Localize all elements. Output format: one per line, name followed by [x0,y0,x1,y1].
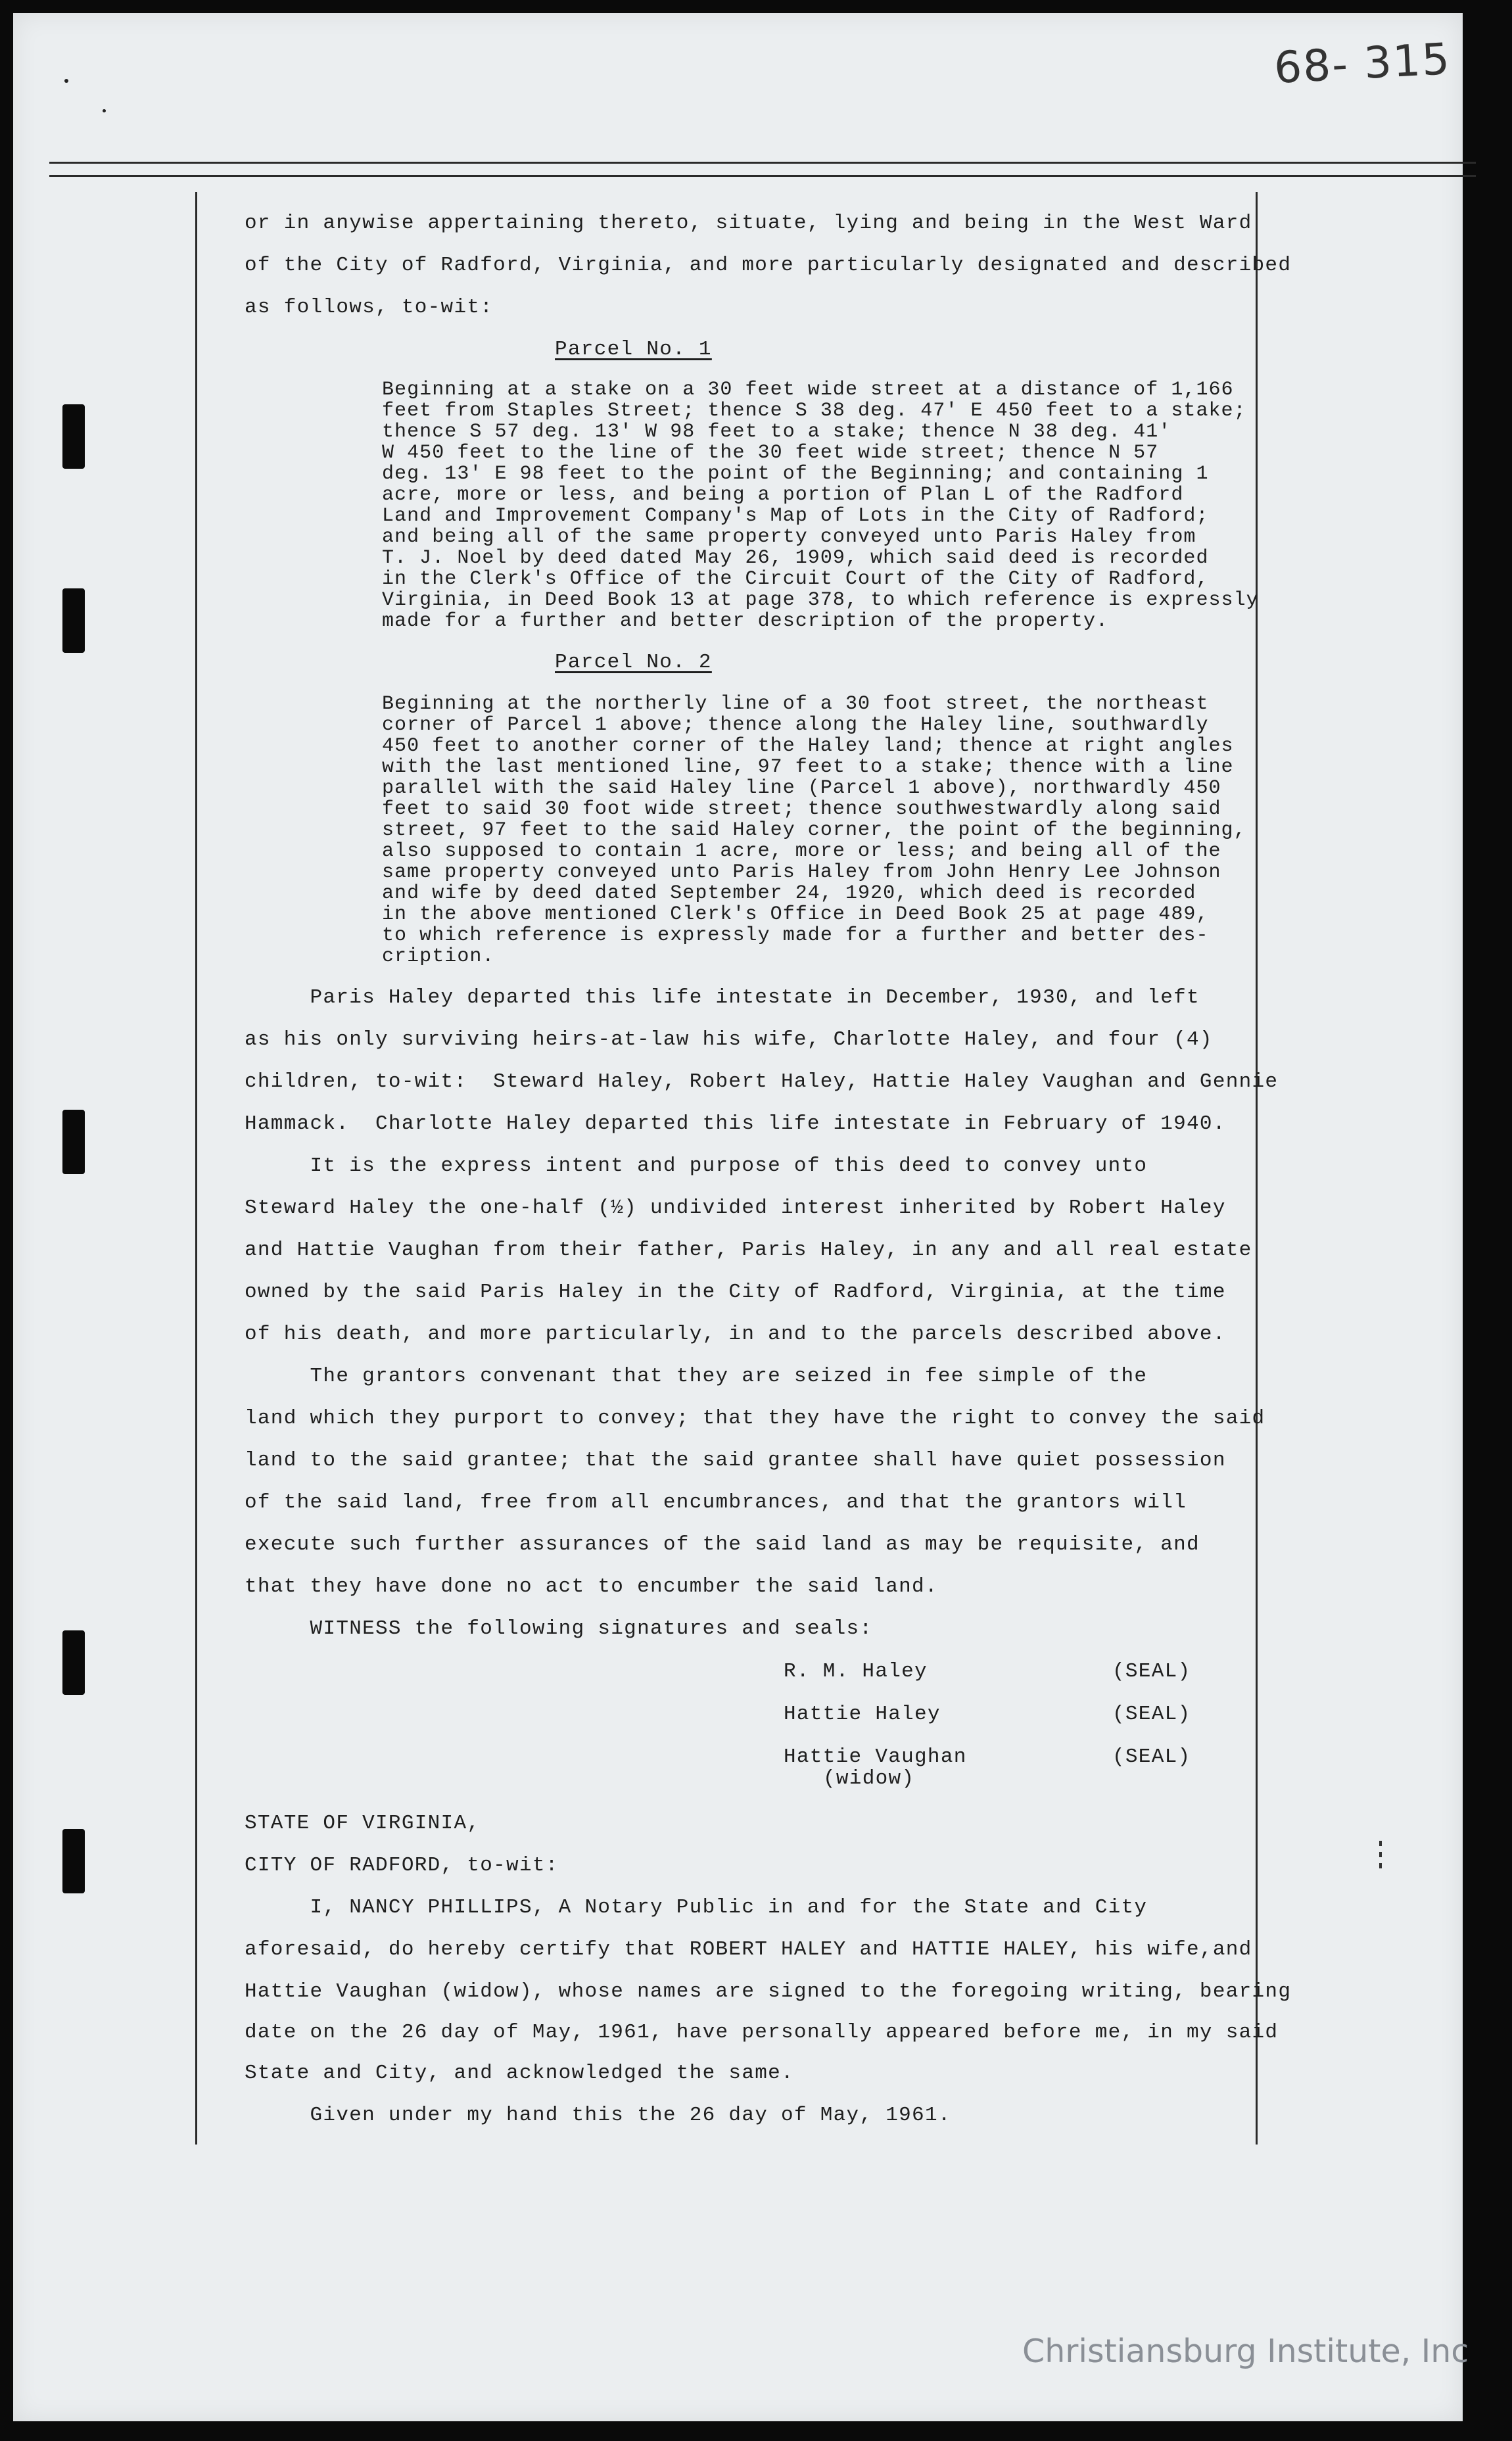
notary-venue-line: STATE OF VIRGINIA, [245,1812,481,1835]
scan-speck [103,109,106,112]
notary-venue-line: CITY OF RADFORD, to-wit: [245,1854,559,1877]
parcel-1-line: T. J. Noel by deed dated May 26, 1909, which said deed is recorded [382,547,1209,569]
intent-paragraph-line: and Hattie Vaughan from their father, Paris Haley, in any and all real estate [245,1239,1252,1262]
parcel-1-line: Land and Improvement Company's Map of Lots in the City of Radford; [382,505,1209,527]
signature-name: Hattie Haley [784,1703,941,1726]
heirs-paragraph-line: as his only surviving heirs-at-law his wife, Charlotte Haley, and four (4) [245,1028,1213,1051]
intro-line: or in anywise appertaining thereto, situate, lying and being in the West Ward [245,212,1252,235]
parcel-2-line: also supposed to contain 1 acre, more or less; and being all of the [382,840,1221,863]
notary-certificate-line: Hattie Vaughan (widow), whose names are signed to the foregoing writing, bearing [245,1980,1292,2003]
heirs-paragraph-line: Hammack. Charlotte Haley departed this life intestate in February of 1940. [245,1112,1226,1135]
binder-hole [62,1630,85,1695]
right-margin-rule [1256,192,1258,2145]
binder-hole [62,404,85,469]
parcel-1-line: W 450 feet to the line of the 30 feet wide street; thence N 57 [382,442,1159,464]
parcel-2-line: street, 97 feet to the said Haley corner, the point of the beginning, [382,819,1246,841]
parcel-2-line: in the above mentioned Clerk's Office in Deed Book 25 at page 489, [382,903,1209,926]
parcel-2-line: corner of Parcel 1 above; thence along the Haley line, southwardly [382,714,1209,736]
intent-paragraph-line: Steward Haley the one-half (½) undivided interest inherited by Robert Haley [245,1197,1226,1220]
parcel-1-line: feet from Staples Street; thence S 38 deg. 47' E 450 feet to a stake; [382,400,1246,422]
deed-sheet [13,13,1469,2421]
parcel-2-line: cription. [382,945,495,968]
top-rule [49,175,1476,177]
heirs-paragraph-line: children, to-wit: Steward Haley, Robert Haley, Hattie Haley Vaughan and Gennie [245,1070,1279,1093]
intro-line: of the City of Radford, Virginia, and more particularly designated and described [245,254,1292,277]
parcel-1-line: acre, more or less, and being a portion of Plan L of the Radford [382,484,1184,506]
scan-speck [64,79,68,83]
top-rule [49,162,1476,164]
parcel-2-line: with the last mentioned line, 97 feet to a stake; thence with a line [382,756,1234,778]
left-margin-rule [195,192,197,2145]
signature-name: R. M. Haley [784,1660,928,1683]
given-under-hand-line: Given under my hand this the 26 day of May, 1961. [245,2104,951,2127]
intro-line: as follows, to-wit: [245,296,494,319]
parcel-1-line: made for a further and better description of the property. [382,610,1109,632]
intent-paragraph-line: of his death, and more particularly, in and to the parcels described above. [245,1323,1226,1346]
parcel-1-line: thence S 57 deg. 13' W 98 feet to a stake; thence N 38 deg. 41' [382,421,1171,443]
parcel-1-line: and being all of the same property conveyed unto Paris Haley from [382,526,1196,548]
intent-paragraph-line: owned by the said Paris Haley in the City of Radford, Virginia, at the time [245,1281,1226,1304]
heirs-paragraph-line: Paris Haley departed this life intestate in December, 1930, and left [245,986,1200,1009]
margin-tick-marks [1379,1841,1383,1874]
covenant-paragraph-line: The grantors convenant that they are seized in fee simple of the [245,1365,1148,1388]
covenant-paragraph-line: land to the said grantee; that the said grantee shall have quiet possession [245,1449,1226,1472]
covenant-paragraph-line: of the said land, free from all encumbrances, and that the grantors will [245,1491,1187,1514]
witness-line: WITNESS the following signatures and seals: [245,1617,873,1640]
parcel-2-line: Beginning at the northerly line of a 30 foot street, the northeast [382,693,1209,715]
parcel-1-line: in the Clerk's Office of the Circuit Court of the City of Radford, [382,568,1209,590]
notary-certificate-line: date on the 26 day of May, 1961, have personally appeared before me, in my said [245,2021,1279,2044]
signature-note: (widow) [823,1767,915,1790]
parcel-1-line: Beginning at a stake on a 30 feet wide street at a distance of 1,166 [382,379,1234,401]
seal-label: (SEAL) [1112,1745,1191,1768]
page-number: 68- 315 [1273,34,1452,93]
parcel-2-heading: Parcel No. 2 [555,651,712,674]
parcel-2-line: and wife by deed dated September 24, 1920, which deed is recorded [382,882,1196,905]
binder-hole [62,1829,85,1893]
covenant-paragraph-line: land which they purport to convey; that they have the right to convey the said [245,1407,1265,1430]
archive-watermark: Christiansburg Institute, Inc [1022,2333,1469,2370]
parcel-1-heading: Parcel No. 1 [555,338,712,361]
parcel-2-line: feet to said 30 foot wide street; thence southwestwardly along said [382,798,1221,820]
parcel-2-line: same property conveyed unto Paris Haley from John Henry Lee Johnson [382,861,1221,884]
parcel-2-line: to which reference is expressly made for a further and better des- [382,924,1209,947]
intent-paragraph-line: It is the express intent and purpose of this deed to convey unto [245,1154,1148,1177]
notary-certificate-line: aforesaid, do hereby certify that ROBERT HALEY and HATTIE HALEY, his wife,and [245,1938,1252,1961]
binder-hole [62,1110,85,1174]
parcel-2-line: 450 feet to another corner of the Haley land; thence at right angles [382,735,1234,757]
binder-hole [62,588,85,653]
notary-certificate-line: State and City, and acknowledged the same. [245,2062,794,2085]
parcel-1-line: deg. 13' E 98 feet to the point of the Beginning; and containing 1 [382,463,1209,485]
parcel-2-line: parallel with the said Haley line (Parcel 1 above), northwardly 450 [382,777,1221,799]
signature-name: Hattie Vaughan [784,1745,967,1768]
covenant-paragraph-line: execute such further assurances of the said land as may be requisite, and [245,1533,1200,1556]
seal-label: (SEAL) [1112,1703,1191,1726]
seal-label: (SEAL) [1112,1660,1191,1683]
covenant-paragraph-line: that they have done no act to encumber the said land. [245,1575,938,1598]
notary-certificate-line: I, NANCY PHILLIPS, A Notary Public in and for the State and City [245,1896,1148,1919]
parcel-1-line: Virginia, in Deed Book 13 at page 378, to which reference is expressly [382,589,1259,611]
